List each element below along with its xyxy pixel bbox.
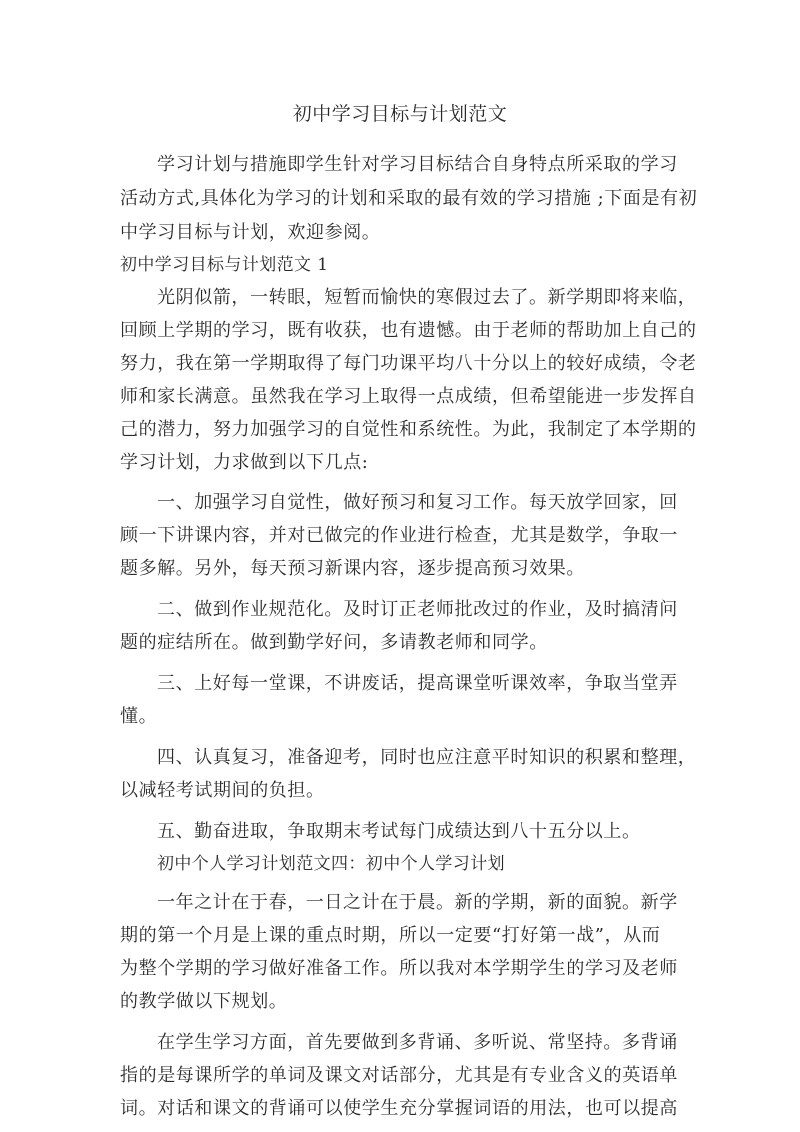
paragraph-line: 为整个学期的学习做好准备工作。所以我对本学期学生的学习及老师 [120, 958, 678, 979]
paragraph-line: 努力，我在第一学期取得了每门功课平均八十分以上的较好成绩，令老 [120, 353, 697, 374]
paragraph-line: 一年之计在于春，一日之计在于晨。新的学期，新的面貌。新学 [157, 892, 678, 913]
paragraph-line: 二、做到作业规范化。及时订正老师批改过的作业，及时搞清问 [157, 599, 678, 620]
paragraph-line: 回顾上学期的学习，既有收获，也有遗憾。由于老师的帮助加上自己的 [120, 320, 697, 341]
paragraph-line: 题的症结所在。做到勤学好问，多请教老师和同学。 [120, 632, 548, 653]
section-heading: 初中个人学习计划范文四：初中个人学习计划 [157, 854, 505, 874]
paragraph-line: 以减轻考试期间的负担。 [120, 780, 325, 801]
paragraph-line: 中学习目标与计划，欢迎参阅。 [120, 222, 381, 243]
paragraph-line: 顾一下讲课内容，并对已做完的作业进行检查，尤其是数学，争取一 [120, 525, 678, 546]
paragraph-line: 光阴似箭，一转眼，短暂而愉快的寒假过去了。新学期即将来临， [157, 287, 697, 308]
paragraph-line: 的教学做以下规划。 [120, 991, 288, 1012]
paragraph-line: 学习计划与措施即学生针对学习目标结合自身特点所采取的学习 [157, 154, 678, 175]
paragraph-line: 指的是每课所学的单词及课文对话部分，尤其是有专业含义的英语单 [120, 1065, 678, 1086]
paragraph-line: 在学生学习方面，首先要做到多背诵、多听说、常坚持。多背诵 [157, 1032, 678, 1053]
paragraph-line: 师和家长满意。虽然我在学习上取得一点成绩，但希望能进一步发挥自 [120, 386, 697, 407]
document-title: 初中学习目标与计划范文 [292, 103, 508, 125]
paragraph-line: 学习计划，力求做到以下几点: [120, 452, 369, 473]
paragraph-line: 期的第一个月是上课的重点时期，所以一定要“打好第一战”，从而 [120, 925, 661, 946]
paragraph-line: 活动方式,具体化为学习的计划和采取的最有效的学习措施 ;下面是有初 [120, 188, 698, 209]
paragraph-line: 一、加强学习自觉性，做好预习和复习工作。每天放学回家，回 [157, 492, 678, 513]
paragraph-line: 己的潜力，努力加强学习的自觉性和系统性。为此，我制定了本学期的 [120, 419, 697, 440]
paragraph-line: 五、勤奋进取，争取期末考试每门成绩达到八十五分以上。 [157, 821, 641, 842]
section-heading: 初中学习目标与计划范文 1 [120, 255, 329, 275]
paragraph-line: 词。对话和课文的背诵可以使学生充分掌握词语的用法，也可以提高 [120, 1098, 678, 1119]
paragraph-line: 四、认真复习，准备迎考，同时也应注意平时知识的积累和整理， [157, 747, 697, 768]
paragraph-line: 三、上好每一堂课，不讲废话，提高课堂听课效率，争取当堂弄 [157, 673, 678, 694]
paragraph-line: 懂。 [120, 706, 158, 727]
paragraph-line: 题多解。另外，每天预习新课内容，逐步提高预习效果。 [120, 558, 585, 579]
